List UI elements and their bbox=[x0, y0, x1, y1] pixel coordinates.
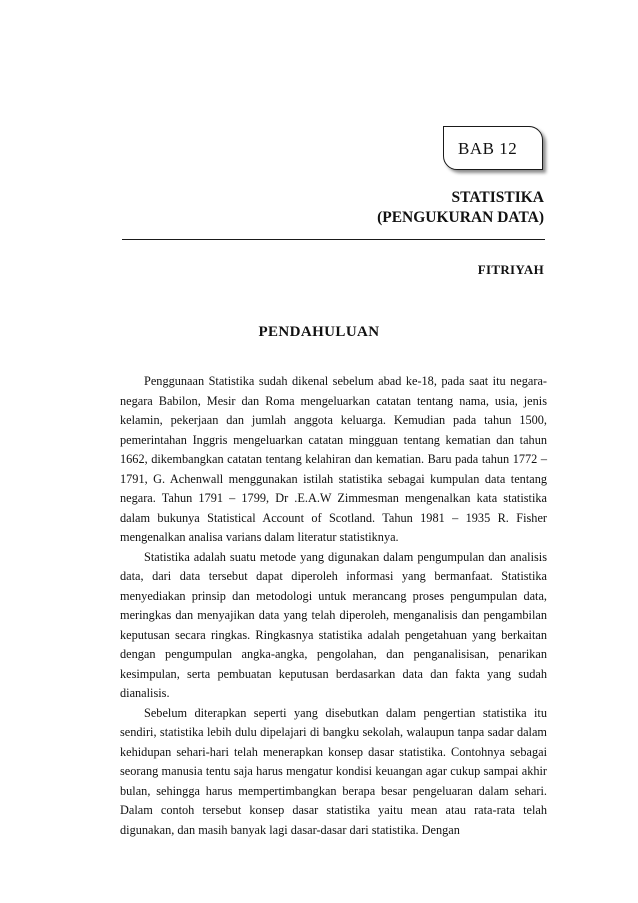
section-heading: PENDAHULUAN bbox=[258, 324, 380, 340]
paragraph-3: Sebelum diterapkan seperti yang disebutkan dalam pengertian statistika itu sendiri, statistika lebih dulu dipelajari di bangku sekolah, walaupun tanpa sadar dalam kehidupan sehari-hari telah menerapkan konsep dasar statistika. Contohnya sebagai seorang manusia tentu saja harus mengatur kondisi keuangan agar cukup sampai akhir bulan, sehingga harus mempertimbangkan berapa besar pengeluaran dalam sehari. Dalam contoh tersebut konsep dasar statistika yaitu mean atau rata-rata telah digunakan, dan masih banyak lagi dasar-dasar dari statistika. Dengan bbox=[120, 705, 547, 837]
body-text bbox=[120, 372, 547, 840]
paragraph-1: Penggunaan Statistika sudah dikenal sebelum abad ke-18, pada saat itu negara-negara Babilon, Mesir dan Roma mengeluarkan catatan tentang nama, usia, jenis kelamin, pekerjaan dan jumlah anggota keluarga. Kemudian pada tahun 1500, pemerintahan Inggris mengeluarkan catatan mingguan tentang kematian dan tahun 1662, dikembangkan catatan tentang kelahiran dan kematian. Baru pada tahun 1772 – 1791, G. Achenwall menggunakan istilah statistika sebagai kumpulan data tentang negara. Tahun 1791 – 1799, Dr .E.A.W Zimmesman mengenalkan kata statistika dalam bukunya Statistical Account of Scotland. Tahun 1981 – 1935 R. Fisher mengenalkan analisa varians dalam literatur statistiknya. bbox=[120, 374, 547, 544]
chapter-label: BAB 12 bbox=[458, 139, 518, 158]
chapter-title-line-1: STATISTIKA bbox=[451, 189, 544, 206]
title-divider bbox=[122, 239, 545, 240]
chapter-title-line-2: (PENGUKURAN DATA) bbox=[377, 209, 544, 226]
author-name: FITRIYAH bbox=[477, 262, 544, 277]
chapter-tab bbox=[443, 126, 543, 170]
paragraph-2: Statistika adalah suatu metode yang digunakan dalam pengumpulan dan analisis data, dari data tersebut dapat diperoleh informasi yang bermanfaat. Statistika menyediakan prinsip dan metodologi untuk merancang proses pengumpulan data, meringkas dan menyajikan data yang telah diperoleh, menganalisis dan pengambilan keputusan secara ringkas. Ringkasnya statistika adalah pengetahuan yang berkaitan dengan pengumpulan angka-angka, pengolahan, dan penganalisisan, penarikan kesimpulan, serta pembuatan keputusan berdasarkan data dan fakta yang sudah dianalisis. bbox=[120, 549, 547, 700]
